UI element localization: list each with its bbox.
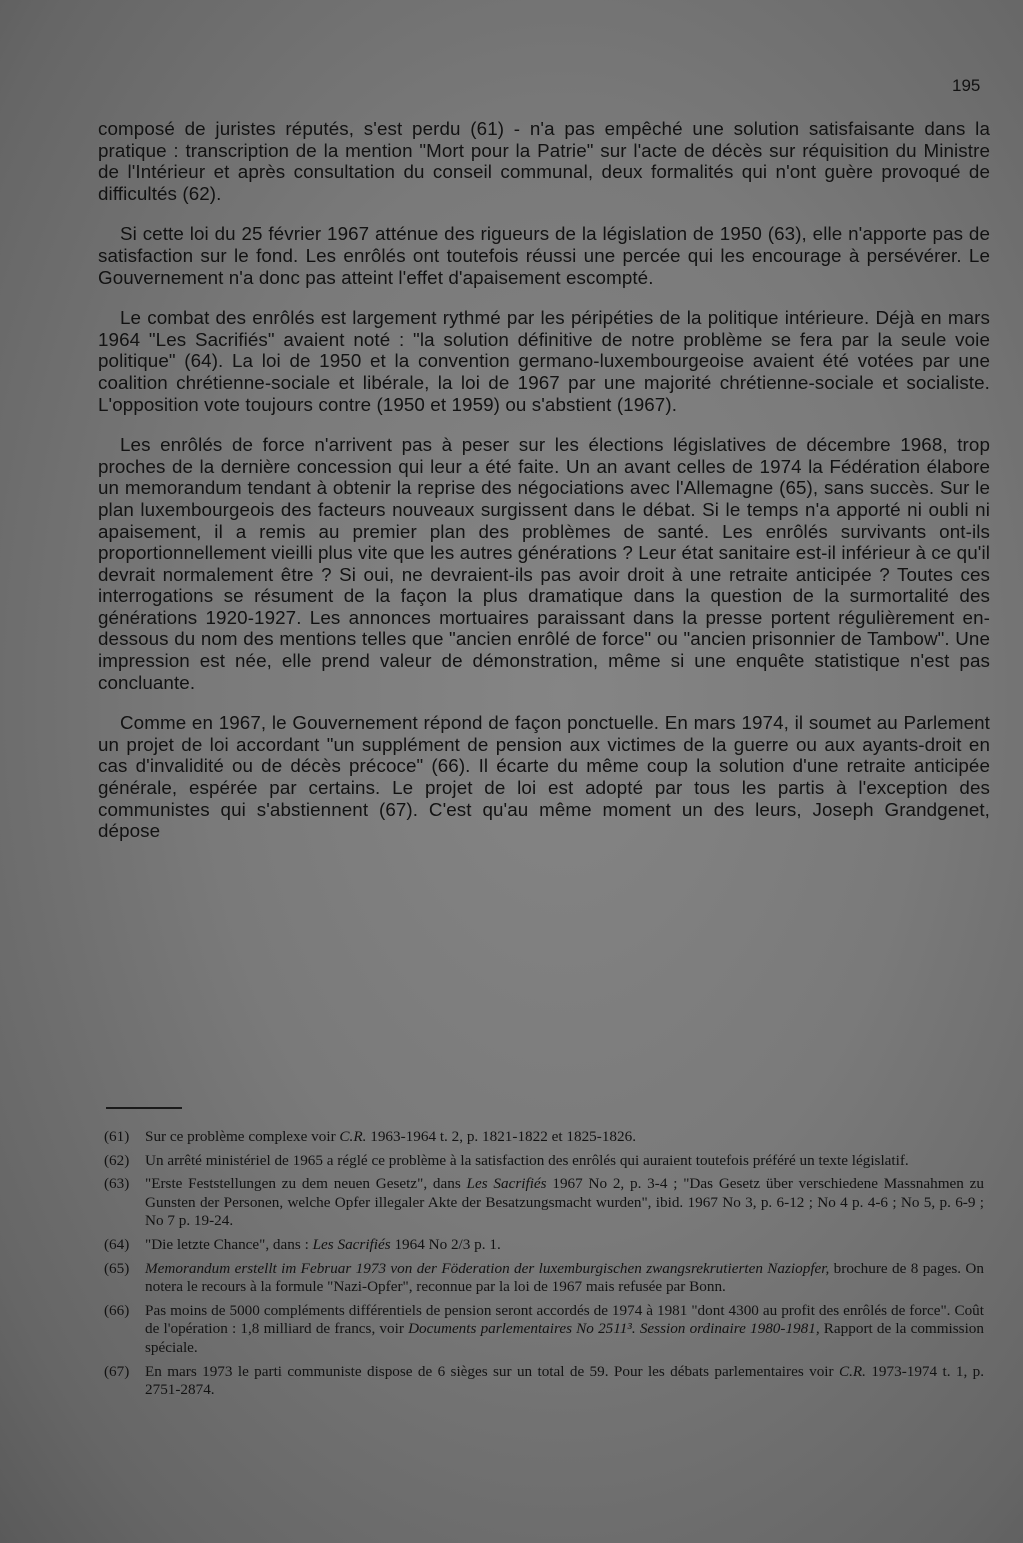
footnote-separator: [106, 1107, 182, 1109]
footnote-number: (67): [104, 1362, 130, 1380]
paragraph: Si cette loi du 25 février 1967 atténue des rigueurs de la législation de 1950 (63), elle n'apporte pas de satisfaction sur le fond. Les enrôlés ont toutefois réussi une percée qui les encourage à persévérer. Le Gouvernement n'a donc pas atteint l'effet d'apaisement escompté.: [98, 223, 990, 288]
footnotes: [104, 1128, 984, 1405]
footnote-text: Pas moins de 5000 compléments différentiels de pension seront accordés de 1974 à 1981 "dont 4300 au profit des enrôlés de force". Coût de l'opération : 1,8 milliard de francs, voir Documents parlementaires No 2511³. Session ordinaire 1980-1981, Rapport de la commission spéciale.: [145, 1301, 984, 1356]
paragraph: Comme en 1967, le Gouvernement répond de façon ponctuelle. En mars 1974, il soumet au Parlement un projet de loi accordant "un supplément de pension aux victimes de la guerre ou aux ayants-droit en cas d'invalidité ou de décès précoce" (66). Il écarte du même coup la solution d'une retraite anticipée générale, espérée par certains. Le projet de loi est adopté par tous les partis à l'exception des communistes qui s'abstiennent (67). C'est qu'au même moment un des leurs, Joseph Grandgenet, dépose: [98, 712, 990, 842]
footnote: [104, 1175, 984, 1231]
page-number: 195: [952, 76, 981, 95]
footnote-number: (65): [104, 1259, 130, 1277]
footnote-number: (62): [104, 1151, 130, 1169]
footnote-text: Sur ce problème complexe voir C.R. 1963-1964 t. 2, p. 1821-1822 et 1825-1826.: [145, 1128, 636, 1145]
footnote: [104, 1363, 984, 1400]
footnote-text: "Die letzte Chance", dans : Les Sacrifiés 1964 No 2/3 p. 1.: [145, 1235, 501, 1253]
footnote-text: Memorandum erstellt im Februar 1973 von der Föderation der luxemburgischen zwangsrekrutierten Naziopfer, brochure de 8 pages. On notera le recours à la formule "Nazi-Opfer", reconnue par la loi de 1967 mais refusée par Bonn.: [145, 1259, 984, 1296]
footnote: [104, 1302, 984, 1358]
footnote: [104, 1152, 984, 1171]
footnote-text: En mars 1973 le parti communiste dispose de 6 sièges sur un total de 59. Pour les débats parlementaires voir C.R. 1973-1974 t. 1, p. 2751-2874.: [145, 1362, 985, 1399]
footnote: [104, 1236, 984, 1255]
footnote-number: (64): [104, 1235, 130, 1253]
footnote: [104, 1260, 984, 1297]
paragraph: composé de juristes réputés, s'est perdu (61) - n'a pas empêché une solution satisfaisante dans la pratique : transcription de la mention "Mort pour la Patrie" sur l'acte de décès sur réquisition du Ministre de l'Intérieur et après consultation du conseil communal, deux formalités qui n'ont guère provoqué de difficultés (62).: [98, 118, 990, 204]
footnote-number: (66): [104, 1301, 130, 1319]
body-text: [98, 118, 990, 861]
footnote: [104, 1128, 984, 1147]
paragraph: Les enrôlés de force n'arrivent pas à peser sur les élections législatives de décembre 1968, trop proches de la dernière concession qui leur a été faite. Un an avant celles de 1974 la Fédération élabore un memorandum tendant à obtenir la reprise des négociations avec l'Allemagne (65), sans succès. Sur le plan luxembourgeois des facteurs nouveaux surgissent dans le débat. Si le temps n'a apporté ni oubli ni apaisement, il a remis au premier plan des problèmes de santé. Les enrôlés survivants ont-ils proportionnellement vieilli plus vite que les autres générations ? Leur état sanitaire est-il inférieur à ce qu'il devrait normalement être ? Si oui, ne devraient-ils pas avoir droit à une retraite anticipée ? Toutes ces interrogations se résument de la façon la plus dramatique dans la question de la surmortalité des générations 1920-1927. Les annonces mortuaires paraissant dans la presse portent régulièrement en-dessous du nom des mentions telles que "ancien enrôlé de force" ou "ancien prisonnier de Tambow". Une impression est née, elle prend valeur de démonstration, même si une enquête statistique n'est pas concluante.: [98, 434, 990, 693]
footnote-text: Un arrêté ministériel de 1965 a réglé ce problème à la satisfaction des enrôlés qui auraient toutefois préféré un texte législatif.: [145, 1151, 909, 1169]
footnote-number: (61): [104, 1128, 130, 1145]
footnote-text: "Erste Feststellungen zu dem neuen Gesetz", dans Les Sacrifiés 1967 No 2, p. 3-4 ; "Das Gesetz über verschiedene Massnahmen zu Gunsten der Personen, welche Opfer illegaler Akte der Besatzungsmacht wurden", ibid. 1967 No 3, p. 6-12 ; No 4 p. 4-6 ; No 5, p. 6-9 ; No 7 p. 19-24.: [145, 1175, 984, 1230]
footnote-number: (63): [104, 1175, 130, 1193]
paragraph: Le combat des enrôlés est largement rythmé par les péripéties de la politique intérieure. Déjà en mars 1964 "Les Sacrifiés" avaient noté : "la solution définitive de notre problème se fera par la seule voie politique" (64). La loi de 1950 et la convention germano-luxembourgeoise avaient été votées par une coalition chrétienne-sociale et libérale, la loi de 1967 par une majorité chrétienne-sociale et socialiste. L'opposition vote toujours contre (1950 et 1959) ou s'abstient (1967).: [98, 307, 990, 415]
